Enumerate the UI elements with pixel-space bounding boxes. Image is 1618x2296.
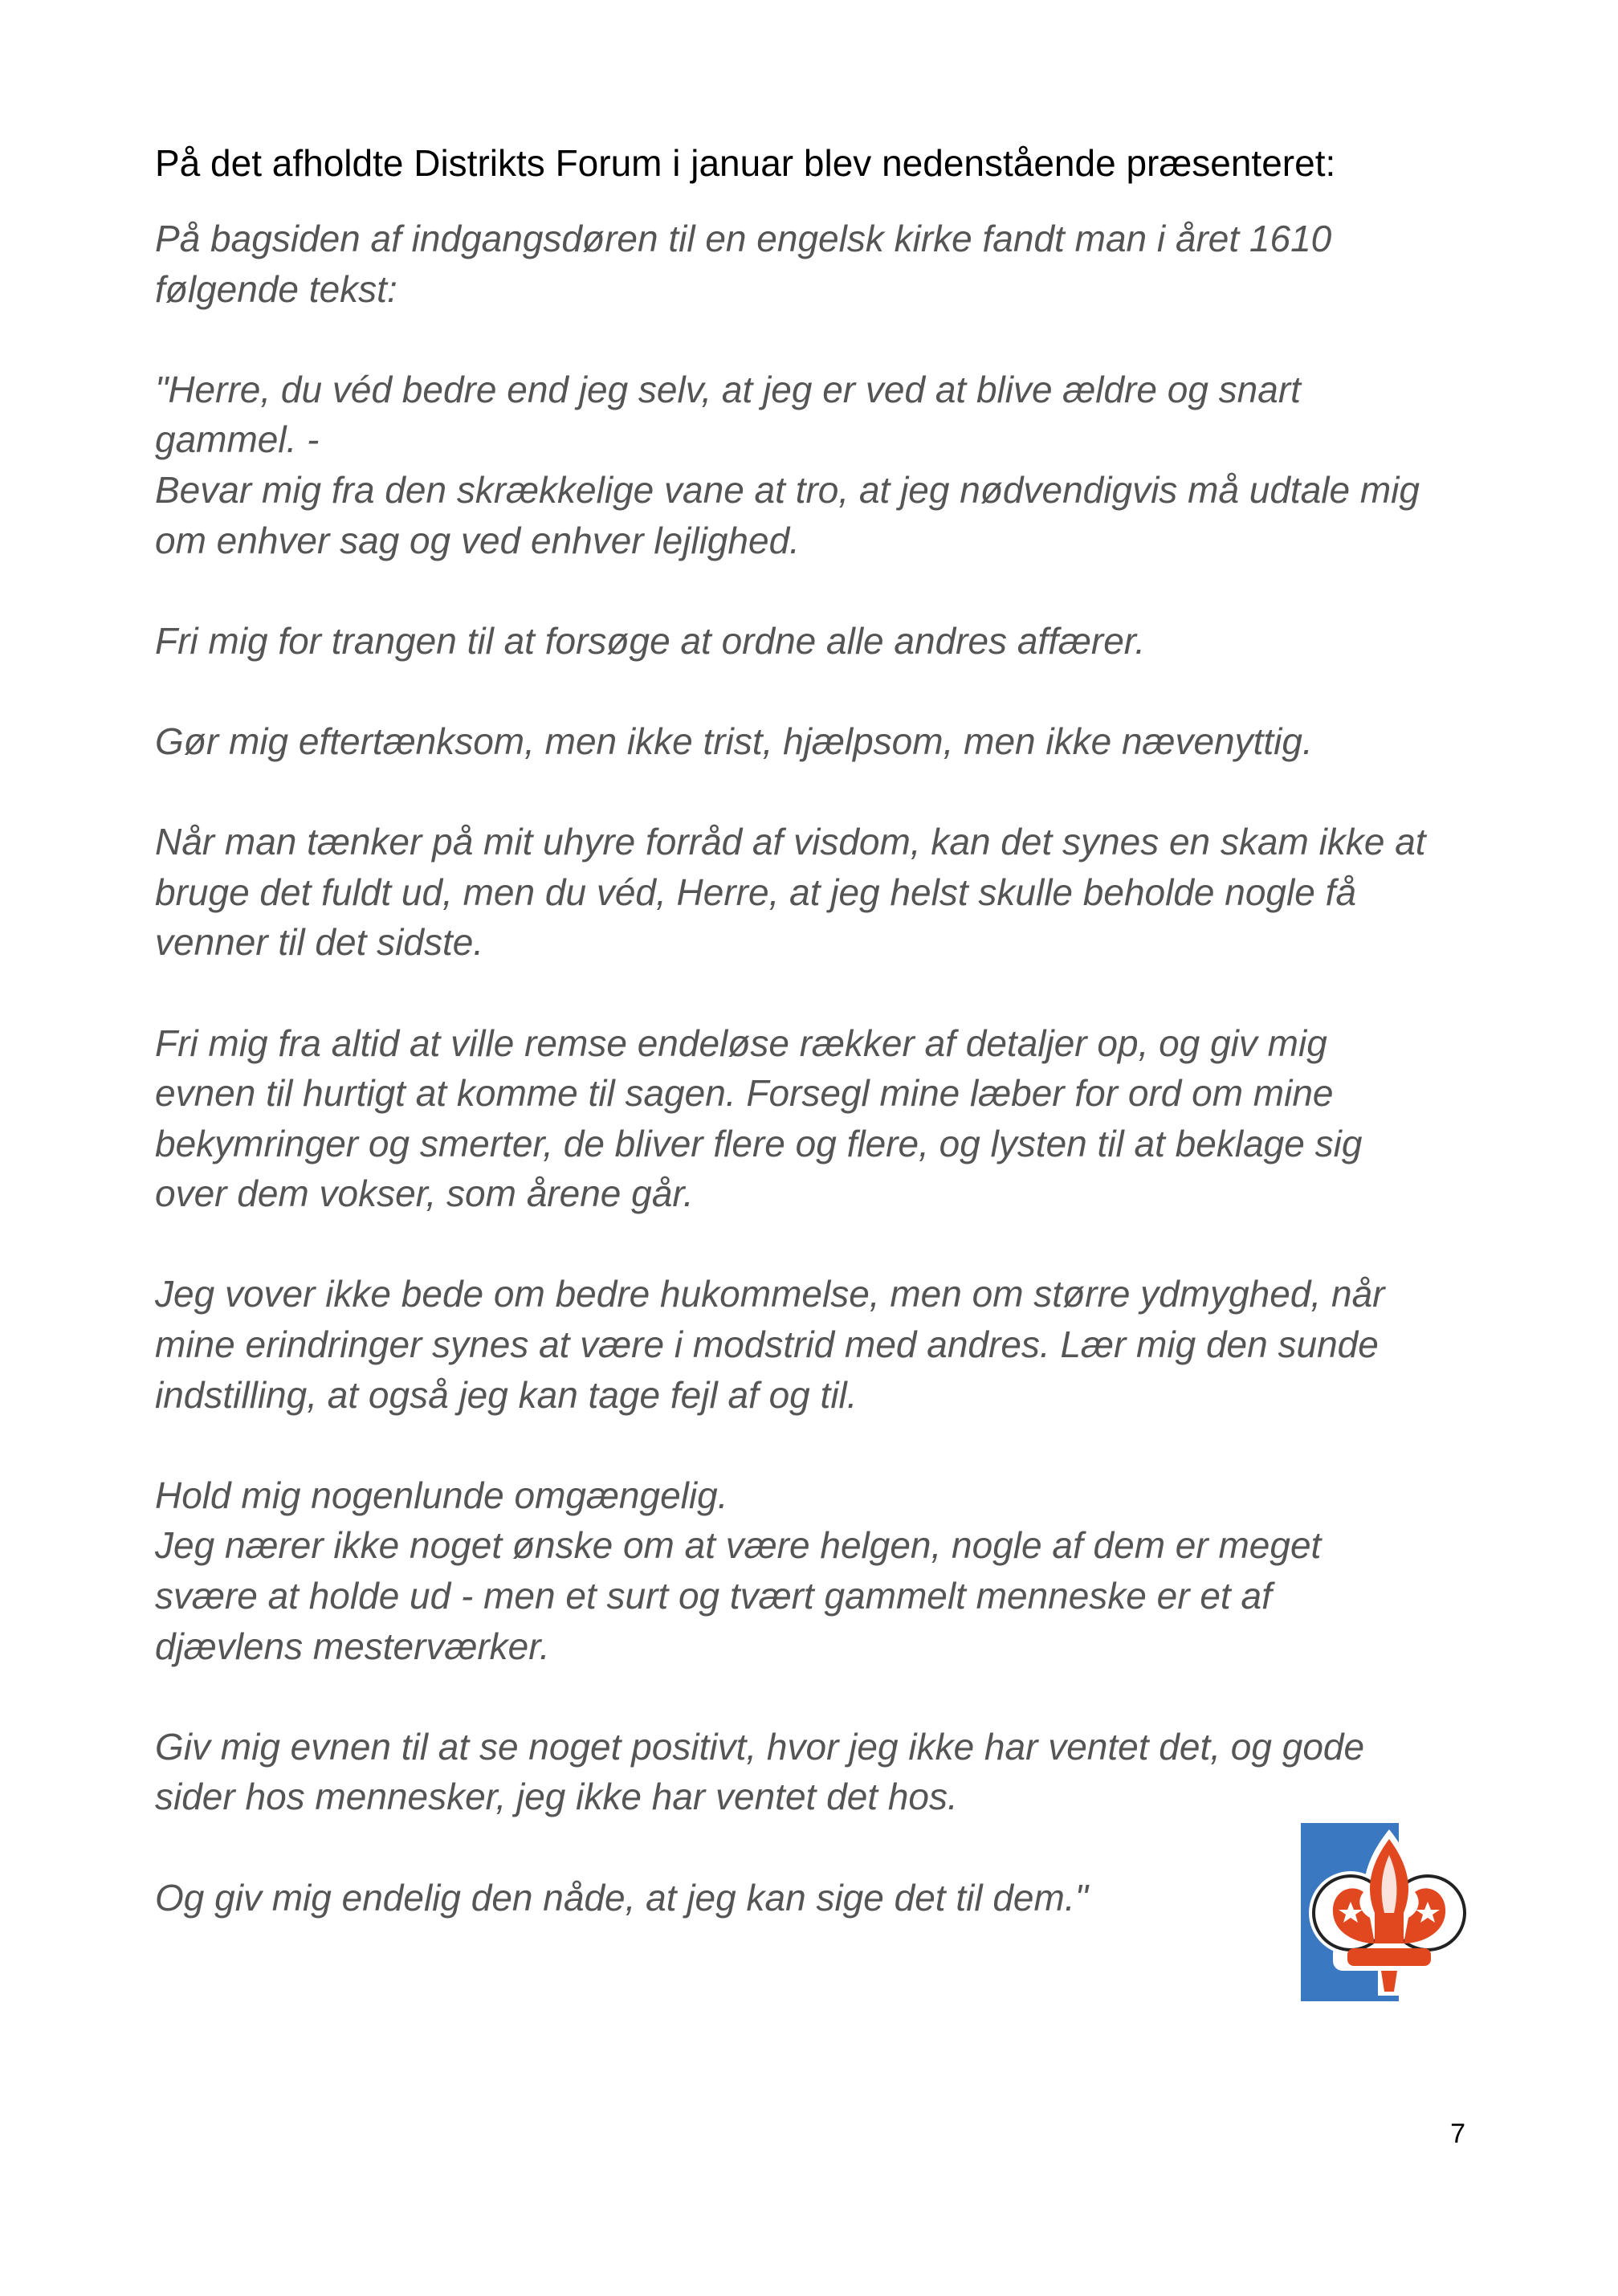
paragraph-1 [155,214,1480,314]
text-line: over dem vokser, som årene går. [155,1172,694,1215]
text-line: Når man tænker på mit uhyre forråd af visdom, kan det synes en skam ikke at [155,821,1426,863]
text-line: venner til det sidste. [155,921,484,964]
page-number: 7 [1450,2119,1465,2149]
intro-text: På det afholdte Distrikts Forum i januar blev nedenstående præsenteret: [155,142,1336,184]
paragraph-6 [155,1018,1480,1219]
paragraph-7 [155,1269,1480,1420]
paragraph-4 [155,716,1480,767]
fleur-de-lis-scout-icon [1301,1823,1477,2001]
text-line: Jeg vover ikke bede om bedre hukommelse, men om større ydmyghed, når [155,1273,1385,1315]
text-line: Gør mig eftertænksom, men ikke trist, hjælpsom, men ikke nævenyttig. [155,720,1313,762]
paragraph-5 [155,817,1480,968]
text-line: djævlens mesterværker. [155,1625,550,1667]
text-line: sider hos mennesker, jeg ikke har ventet det hos. [155,1776,958,1818]
paragraph-9 [155,1722,1480,1822]
text-line: Hold mig nogenlunde omgængelig. [155,1474,728,1516]
paragraph-10 [155,1873,1480,1923]
text-line: Giv mig evnen til at se noget positivt, hvor jeg ikke har ventet det, og gode [155,1725,1365,1768]
paragraph-3 [155,616,1480,667]
text-line: bekymringer og smerter, de bliver flere og flere, og lysten til at beklage sig [155,1122,1363,1164]
text-line: indstilling, at også jeg kan tage fejl af og til. [155,1373,858,1416]
text-line: På bagsiden af indgangsdøren til en engelsk kirke fandt man i året 1610 [155,218,1332,259]
text-line: Bevar mig fra den skrækkelige vane at tro, at jeg nødvendigvis må udtale mig [155,468,1420,511]
text-line: Fri mig fra altid at ville remse endeløse rækker af detaljer op, og giv mig [155,1022,1327,1064]
text-line: Fri mig for trangen til at forsøge at ordne alle andres affærer. [155,619,1146,662]
text-line: om enhver sag og ved enhver lejlighed. [155,519,800,561]
quote-body [155,214,1480,1923]
text-line: bruge det fuldt ud, men du véd, Herre, at jeg helst skulle beholde nogle få [155,871,1356,913]
text-line: Og giv mig endelig den nåde, at jeg kan sige det til dem." [155,1876,1088,1919]
paragraph-8 [155,1470,1480,1671]
paragraph-2 [155,365,1480,565]
text-line: "Herre, du véd bedre end jeg selv, at jeg er ved at blive ældre og snart [155,368,1301,410]
text-line: svære at holde ud - men et surt og tvært gammelt menneske er et af [155,1575,1272,1617]
text-line: evnen til hurtigt at komme til sagen. Forsegl mine læber for ord om mine [155,1072,1334,1115]
text-line: Jeg nærer ikke noget ønske om at være helgen, nogle af dem er meget [155,1524,1322,1567]
text-line: gammel. - [155,418,320,461]
text-line: mine erindringer synes at være i modstrid med andres. Lær mig den sunde [155,1323,1379,1366]
text-line: følgende tekst: [155,267,397,310]
